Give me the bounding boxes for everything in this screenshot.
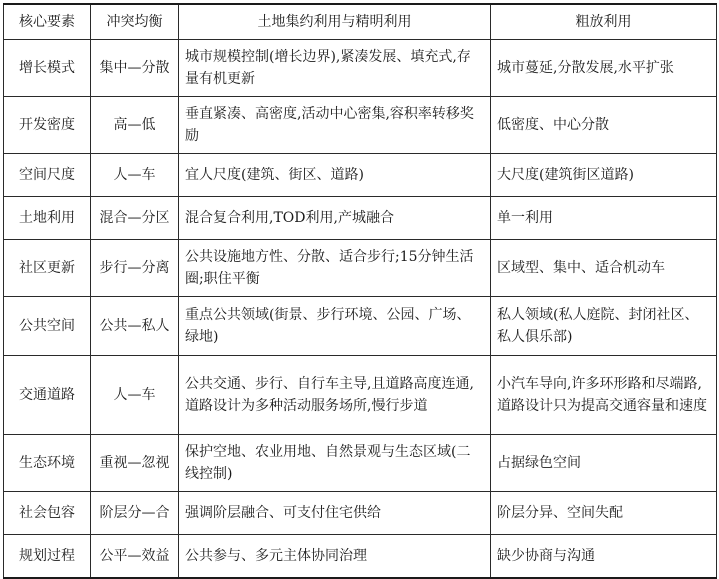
- cell-core-element: 生态环境: [4, 435, 91, 492]
- cell-conflict-balance: 阶层分—合: [91, 492, 179, 535]
- cell-extensive-use: 缺少协商与沟通: [491, 535, 717, 579]
- cell-core-element: 土地利用: [4, 197, 91, 240]
- table-row: [4, 197, 717, 240]
- table-header-row: [4, 4, 717, 40]
- table-row: [4, 435, 717, 492]
- header-conflict-balance: 冲突均衡: [91, 4, 179, 40]
- cell-conflict-balance: 高—低: [91, 97, 179, 154]
- cell-intensive-use: 公共参与、多元主体协同治理: [179, 535, 491, 579]
- header-core-element: 核心要素: [4, 4, 91, 40]
- table-row: [4, 240, 717, 297]
- cell-intensive-use: 城市规模控制(增长边界),紧凑发展、填充式,存量有机更新: [179, 40, 491, 97]
- table-row: [4, 154, 717, 197]
- cell-intensive-use: 公共交通、步行、自行车主导,且道路高度连通,道路设计为多种活动服务场所,慢行步道: [179, 356, 491, 435]
- header-intensive-use: 土地集约利用与精明利用: [179, 4, 491, 40]
- cell-extensive-use: 占据绿色空间: [491, 435, 717, 492]
- cell-conflict-balance: 公平—效益: [91, 535, 179, 579]
- cell-core-element: 规划过程: [4, 535, 91, 579]
- cell-extensive-use: 私人领域(私人庭院、封闭社区、私人俱乐部): [491, 297, 717, 356]
- cell-intensive-use: 公共设施地方性、分散、适合步行;15分钟生活圈;职住平衡: [179, 240, 491, 297]
- cell-intensive-use: 混合复合利用,TOD利用,产城融合: [179, 197, 491, 240]
- cell-core-element: 社会包容: [4, 492, 91, 535]
- cell-core-element: 开发密度: [4, 97, 91, 154]
- cell-core-element: 交通道路: [4, 356, 91, 435]
- table-row: [4, 40, 717, 97]
- table-row: [4, 297, 717, 356]
- cell-conflict-balance: 人—车: [91, 154, 179, 197]
- cell-extensive-use: 阶层分异、空间失配: [491, 492, 717, 535]
- cell-core-element: 社区更新: [4, 240, 91, 297]
- table-row: [4, 535, 717, 579]
- cell-extensive-use: 单一利用: [491, 197, 717, 240]
- cell-conflict-balance: 步行—分离: [91, 240, 179, 297]
- table-row: [4, 492, 717, 535]
- cell-extensive-use: 城市蔓延,分散发展,水平扩张: [491, 40, 717, 97]
- cell-conflict-balance: 重视—忽视: [91, 435, 179, 492]
- cell-conflict-balance: 混合—分区: [91, 197, 179, 240]
- land-use-comparison-table: [3, 3, 717, 579]
- cell-core-element: 公共空间: [4, 297, 91, 356]
- cell-extensive-use: 小汽车导向,许多环形路和尽端路,道路设计只为提高交通容量和速度: [491, 356, 717, 435]
- header-extensive-use: 粗放利用: [491, 4, 717, 40]
- cell-intensive-use: 垂直紧凑、高密度,活动中心密集,容积率转移奖励: [179, 97, 491, 154]
- cell-intensive-use: 强调阶层融合、可支付住宅供给: [179, 492, 491, 535]
- cell-conflict-balance: 集中—分散: [91, 40, 179, 97]
- cell-intensive-use: 重点公共领域(街景、步行环境、公园、广场、绿地): [179, 297, 491, 356]
- cell-core-element: 空间尺度: [4, 154, 91, 197]
- cell-core-element: 增长模式: [4, 40, 91, 97]
- cell-extensive-use: 低密度、中心分散: [491, 97, 717, 154]
- cell-conflict-balance: 公共—私人: [91, 297, 179, 356]
- cell-extensive-use: 区域型、集中、适合机动车: [491, 240, 717, 297]
- table-row: [4, 97, 717, 154]
- table-row: [4, 356, 717, 435]
- cell-intensive-use: 宜人尺度(建筑、街区、道路): [179, 154, 491, 197]
- cell-conflict-balance: 人—车: [91, 356, 179, 435]
- cell-extensive-use: 大尺度(建筑街区道路): [491, 154, 717, 197]
- cell-intensive-use: 保护空地、农业用地、自然景观与生态区域(二线控制): [179, 435, 491, 492]
